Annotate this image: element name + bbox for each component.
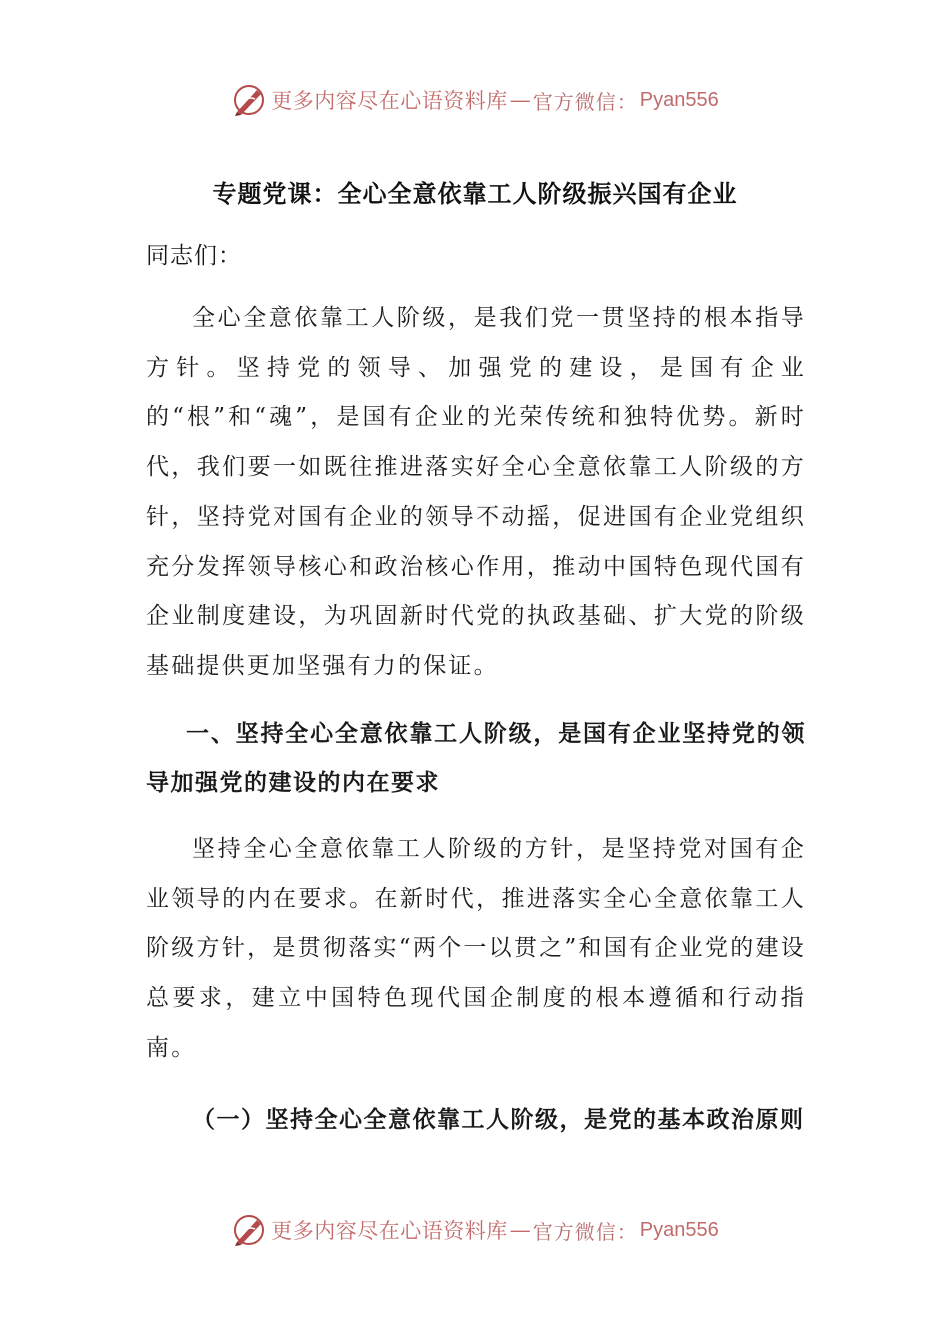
banner-wechat-label: 官方微信：	[532, 89, 638, 114]
paragraph-intro: 全心全意依靠工人阶级，是我们党一贯坚持的根本指导方针。坚持党的领导、加强党的建设，是国有企业的“根”和“魂”，是国有企业的光荣传统和独特优势。新时代，我们要一如既往推进落实好全心全意依靠工人阶级的方针，坚持党对国有企业的领导不动摇，促进国有企业党组织充分发挥领导核心和政治核心作用，推动中国特色现代国有企业制度建设，为巩固新时代党的执政基础、扩大党的阶级基础提供更加坚强有力的保证。	[146, 305, 806, 679]
page-title: 专题党课：全心全意依靠工人阶级振兴国有企业	[212, 180, 738, 208]
pen-logo-icon	[231, 1212, 267, 1248]
document-body	[146, 240, 806, 1145]
banner-dash: —	[509, 1218, 531, 1242]
banner-wechat-id: Pyan556	[639, 1218, 719, 1241]
header-banner	[0, 80, 950, 120]
footer-banner	[0, 1210, 950, 1250]
section-heading-1: 一、坚持全心全意依靠工人阶级，是国有企业坚持党的领导加强党的建设的内在要求	[146, 720, 806, 797]
paragraph-section-1: 坚持全心全意依靠工人阶级的方针，是坚持党对国有企业领导的内在要求。在新时代，推进落实全心全意依靠工人阶级方针，是贯彻落实“两个一以贯之”和国有企业党的建设总要求，建立中国特色现代国企制度的根本遵循和行动指南。	[146, 836, 806, 1061]
banner-brand: 更多内容尽在心语资料库	[271, 89, 508, 113]
banner-brand: 更多内容尽在心语资料库	[271, 1219, 508, 1243]
subsection-heading-1: （一）坚持全心全意依靠工人阶级，是党的基本政治原则	[192, 1106, 805, 1133]
banner-wechat-label: 官方微信：	[532, 1219, 638, 1244]
salutation: 同志们：	[146, 243, 242, 269]
banner-dash: —	[509, 88, 531, 112]
pen-logo-icon	[231, 82, 267, 118]
banner-wechat-id: Pyan556	[639, 88, 719, 111]
